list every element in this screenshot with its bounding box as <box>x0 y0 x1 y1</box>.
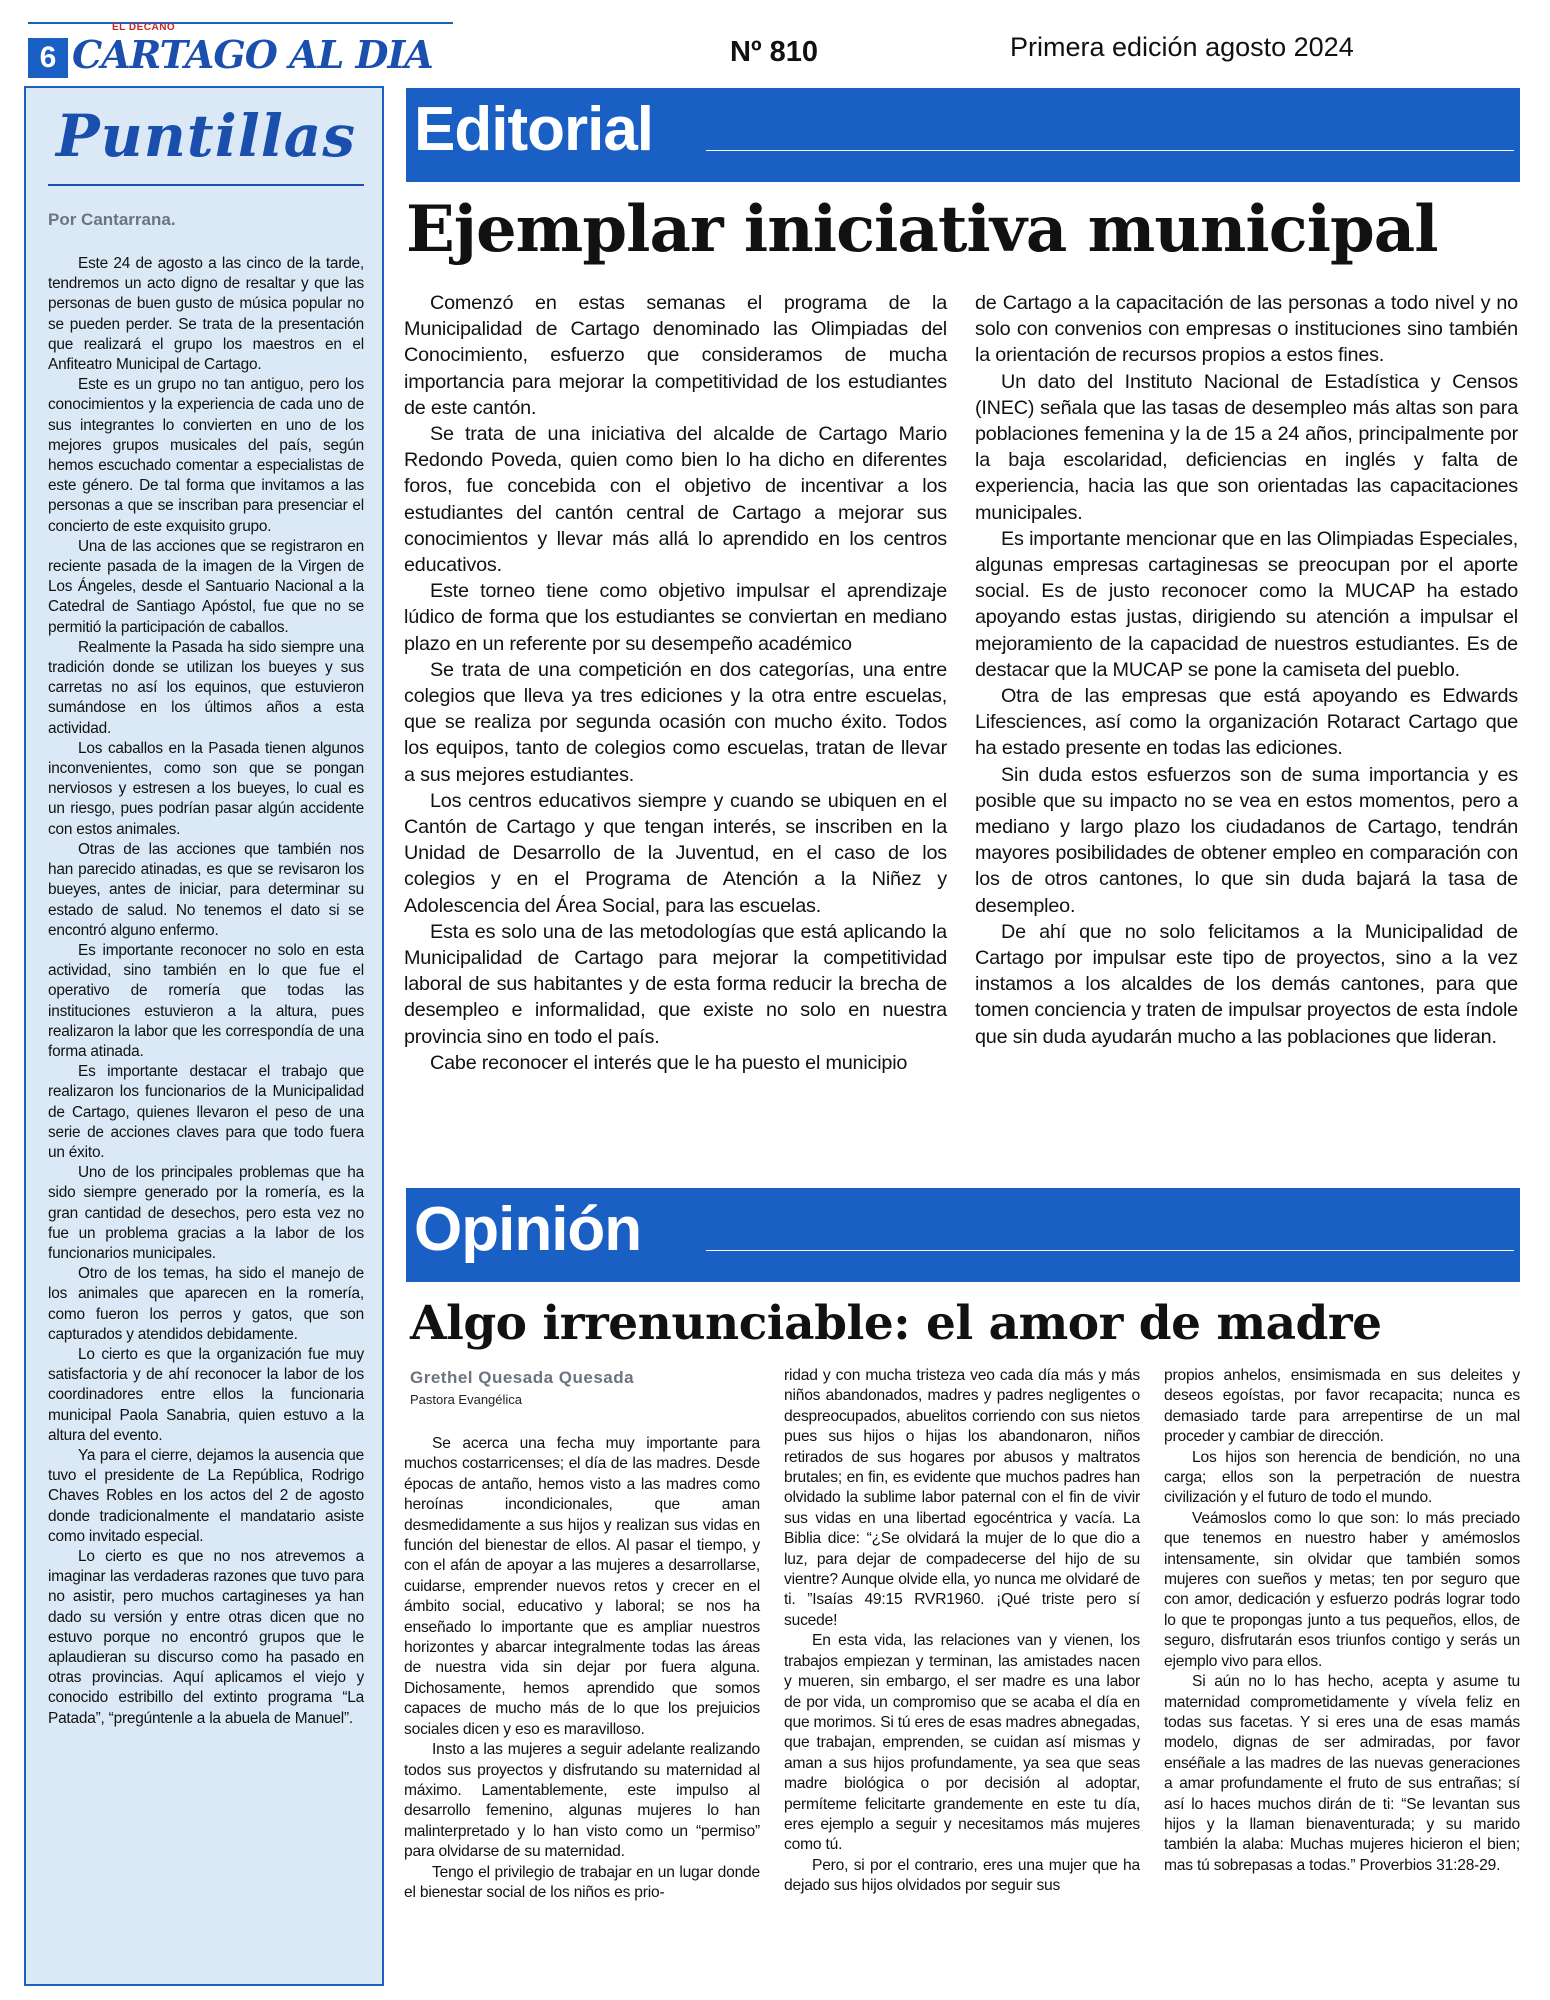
paragraph: Este es un grupo no tan antiguo, pero los conocimientos y la experiencia de cada uno de sus integrantes lo convierten en uno de los mejores grupos musicales del país, según hemos escuchado comentar a especialistas de este género. De tal forma que invitamos a las personas a que se inscriban para presenciar el concierto de este exquisito grupo. <box>48 376 364 535</box>
paragraph: Sin duda estos esfuerzos son de suma importancia y es posible que su impacto no se vea en estos momentos, pero a mediano y largo plazo los ciudadanos de Cartago, tendrán mayores posibilidades de obtener empleo en comparación con los de otros cantones, lo que sin duda bajará la tasa de desempleo. <box>975 763 1518 917</box>
logo-tagline: EL DECANO <box>112 22 176 33</box>
opinion-column-2 <box>784 1366 1140 1897</box>
paragraph: De ahí que no solo felicitamos a la Municipalidad de Cartago por impulsar este tipo de proyectos, sino a la vez instamos a los alcaldes de los demás cantones, para que tomen conciencia y traten de impulsar proyectos de esta índole que sin duda ayudarán mucho a las poblaciones que lideran. <box>975 920 1518 1048</box>
paragraph: Una de las acciones que se registraron en reciente pasada de la imagen de la Virgen de Los Ángeles, desde el Santuario Nacional a la Catedral de Santiago Apóstol, fue que no se permitió la participación de caballos. <box>48 537 364 636</box>
opinion-author: Grethel Quesada Quesada <box>410 1368 635 1387</box>
paragraph: Otro de los temas, ha sido el manejo de los animales que aparecen en la romería, como fueron los perros y gatos, que son capturados y atendidos debidamente. <box>48 1265 364 1343</box>
paragraph: Se trata de una iniciativa del alcalde de Cartago Mario Redondo Poveda, quien como bien lo ha dicho en diferentes foros, fue concebida con el objetivo de incentivar a los estudiantes del cantón central de Cartago a mejorar sus conocimientos y llevar más allá lo aprendido en los centros educativos. <box>404 423 947 577</box>
paragraph: Otra de las empresas que está apoyando es Edwards Lifesciences, así como la organización Rotaract Cartago que ha estado presente en todas las ediciones. <box>975 685 1518 760</box>
opinion-column-3 <box>1164 1366 1520 1876</box>
paragraph: Tengo el privilegio de trabajar en un lugar donde el bienestar social de los niños es prio- <box>404 1863 760 1901</box>
paragraph: Comenzó en estas semanas el programa de la Municipalidad de Cartago denominado las Olimpiadas del Conocimiento, esfuerzo que consideramos de mucha importancia para mejorar la competitividad de los estudiantes de este cantón. <box>404 292 947 419</box>
section-label-opinion: Opinión <box>414 1195 642 1264</box>
paragraph: Se acerca una fecha muy importante para muchos costarricenses; el día de las madres. Desde épocas de antaño, hemos visto a las madres como heroínas incondicionales, que aman desmedidamente a sus hijos y realizan sus vidas en función del bienestar de ellos. Al pasar el tiempo, y con el afán de apoyar a las mujeres a desarrollarse, cuidarse, emprender nuevos retos y crecer en el ámbito social, educativo y laboral; se nos ha enseñado lo importante que es ampliar nuestros horizontes y abarcar integralmente todas las áreas de nuestra vida sin dejar por fuera alguna. Dichosamente, hemos aprendido que somos capaces de mucho más de lo que los prejuicios sociales dicen y eso es maravilloso. <box>404 1435 760 1738</box>
section-label-editorial: Editorial <box>414 95 654 164</box>
paragraph: Es importante reconocer no solo en esta actividad, sino también en lo que fue el operativo de romería que todas las instituciones estuvieron a la altura, pues realizaron la labor que les correspondía de una forma atinada. <box>48 941 364 1060</box>
editorial-headline: Ejemplar iniciativa municipal <box>406 192 1438 267</box>
section-bar-line <box>706 150 1514 151</box>
opinion-section-bar <box>406 1188 1520 1282</box>
paragraph: Uno de los principales problemas que ha sido siempre generado por la romería, es la gran cantidad de desechos, pero esta vez no fue un problema gracias a la labor de los funcionarios municipales. <box>48 1164 364 1262</box>
paragraph: Veámoslos como lo que son: lo más preciado que tenemos en nuestro haber y amémoslos intensamente, sin olvidar que también somos mujeres con sueños y metas; ten por seguro que con amor, dedicación y esfuerzo podrás lograr todo lo que te propongas junto a tus pequeños, ellos, de seguro, disfrutarán esos triunfos contigo y serás un ejemplo vivo para ellos. <box>1164 1509 1520 1670</box>
paragraph: En esta vida, las relaciones van y vienen, los trabajos empiezan y terminan, las amistades nacen y mueren, sin embargo, el ser madre es una labor de por vida, un compromiso que se acaba el día en que morimos. Si tú eres de esas madres abnegadas, que trabajan, emprenden, se cuidan así mismas y aman a sus hijos profundamente, ya sea que seas madre biológica o por decisión al adoptar, permíteme felicitarte grandemente en este tu día, eres ejemplo a seguir y necesitamos más mujeres como tú. <box>784 1632 1140 1854</box>
editorial-column-1 <box>404 290 947 1076</box>
puntillas-sidebar <box>24 86 384 1986</box>
paragraph: Este 24 de agosto a las cinco de la tarde, tendremos un acto digno de resaltar y que las personas de buen gusto de música popular no se pueden perder. Se trata de la presentación que realizará el grupo los maestros en el Anfiteatro Municipal de Cartago. <box>48 255 364 374</box>
logo-name: CARTAGO AL DIA <box>72 32 433 77</box>
opinion-column-1 <box>404 1434 760 1903</box>
paragraph-continued: ridad y con mucha tristeza veo cada día más y más niños abandonados, madres y padres negligentes o despreocupados, abuelitos corriendo con sus nietos pues sus hijos o hijas los abandonaron, niños retirados de sus hogares por abusos y maltratos brutales; en fin, es evidente que muchos padres han olvidado la sublime labor paternal con el fin de vivir sus vidas en una libertad egocéntrica y vacía. La Biblia dice: “¿Se olvidará la mujer de lo que dio a luz, para dejar de compadecerse del hijo de su vientre? Aunque olvide ella, yo nunca me olvidaré de ti. ”Isaías 49:15 RVR1960. ¡Qué triste pero sí sucede! <box>784 1367 1140 1629</box>
paragraph: Este torneo tiene como objetivo impulsar el aprendizaje lúdico de forma que los estudiantes se conviertan en mediano plazo en un referente por su desempeño académico <box>404 580 947 655</box>
paragraph: Ya para el cierre, dejamos la ausencia que tuvo el presidente de La República, Rodrigo Chaves Robles en los actos del 2 de agosto donde tradicionalmente el mandatario asiste como invitado especial. <box>48 1446 364 1545</box>
edition-number: Nº 810 <box>730 36 818 68</box>
paragraph: Los centros educativos siempre y cuando se ubiquen en el Cantón de Cartago y que tengan interés, se inscriben en la Unidad de Desarrollo de la Juventud, en el caso de los colegios y en el Programa de Atención a la Niñez y Adolescencia del Área Social, para las escuelas. <box>404 789 947 917</box>
sidebar-byline: Por Cantarrana. <box>48 210 176 229</box>
paragraph: Otras de las acciones que también nos han parecido atinadas, es que se revisaron los bueyes, antes de iniciar, para determinar su estado de salud. No tenemos el dato si se encontró alguno enfermo. <box>48 840 364 939</box>
paragraph-continued: de Cartago a la capacitación de las personas a todo nivel y no solo con convenios con empresas o instituciones sino también la orientación de recursos propios a estos fines. <box>975 292 1518 367</box>
editorial-column-2 <box>975 290 1518 1050</box>
paragraph: Se trata de una competición en dos categorías, una entre colegios que lleva ya tres ediciones y la otra entre escuelas, que se realiza por segunda ocasión con mucho éxito. Todos los equipos, tanto de colegios como escuelas, tratan de llevar a sus mejores estudiantes. <box>404 658 947 786</box>
sidebar-title-rule <box>48 184 364 186</box>
sidebar-body <box>48 254 364 1729</box>
paragraph: Insto a las mujeres a seguir adelante realizando todos sus proyectos y disfrutando su maternidad al máximo. Lamentablemente, este impulso al desarrollo femenino, algunas mujeres lo han malinterpretado y lo han visto como un “permiso” para olvidarse de su maternidad. <box>404 1741 760 1861</box>
paragraph: Es importante destacar el trabajo que realizaron los funcionarios de la Municipalidad de Cartago, quienes llevaron el peso de una serie de acciones claves para que todo fuera un éxito. <box>48 1063 364 1161</box>
paragraph: Esta es solo una de las metodologías que está aplicando la Municipalidad de Cartago para mejorar la competitividad laboral de sus habitantes y de esta forma reducir la brecha de desempleo e informalidad, que existe no solo en nuestra provincia sino en todo el país. <box>404 920 947 1048</box>
paragraph-continued: propios anhelos, ensimismada en sus deleites y deseos egoístas, por favor recapacita; nunca es demasiado tarde para arrepentirse de un mal proceder y cambiar de dirección. <box>1164 1367 1520 1446</box>
newspaper-logo <box>72 22 433 77</box>
editorial-section-bar <box>406 88 1520 182</box>
paragraph: Pero, si por el contrario, eres una mujer que ha dejado sus hijos olvidados por seguir sus <box>784 1856 1140 1895</box>
paragraph: Es importante mencionar que en las Olimpiadas Especiales, algunas empresas cartaginesas se preocupan por el aporte social. Es de justo reconocer como la MUCAP ha estado apoyando estas justas, dirigiendo su atención a impulsar el mejoramiento de la capacidad de nuestros estudiantes. Es de destacar que la MUCAP se pone la camiseta del pueblo. <box>975 527 1518 681</box>
edition-date: Primera edición agosto 2024 <box>1010 32 1354 62</box>
sidebar-title: Puntillas <box>55 102 357 170</box>
opinion-author-role: Pastora Evangélica <box>410 1392 523 1407</box>
paragraph: Lo cierto es que no nos atrevemos a imaginar las verdaderas razones que tuvo para no asistir, pero muchos cartagineses ya han dado su versión y entre otras dicen que no estuvo porque no encontró grupos que le aplaudieran su discurso como ha pasado en otras provincias. Aquí aplicamos el viejo y conocido estribillo del extinto programa “La Patada”, “pregúntenle a la abuela de Manuel”. <box>48 1548 364 1727</box>
paragraph: Cabe reconocer el interés que le ha puesto el municipio <box>430 1051 908 1074</box>
paragraph: Si aún no lo has hecho, acepta y asume tu maternidad comprometidamente y vívela feliz en todas sus facetas. Y si eres una de esas mamás modelo, dignas de ser admiradas, por favor enséñale a las madres de las nuevas generaciones a amar profundamente el fruto de sus entrañas; sí así lo haces muchos dirán de ti: “Se levantan sus hijos y la llaman bienaventurada; y su marido también la alaba: Muchas mujeres hicieron el bien; mas tú sobrepasas a todas.” Proverbios 31:28-29. <box>1164 1673 1520 1874</box>
section-bar-line <box>706 1250 1514 1251</box>
paragraph: Realmente la Pasada ha sido siempre una tradición donde se utilizan los bueyes y sus carretas no así los equinos, que estuvieron sumándose en los últimos años a esta actividad. <box>48 638 364 737</box>
page-number: 6 <box>28 38 68 78</box>
paragraph: Lo cierto es que la organización fue muy satisfactoria y de ahí reconocer la labor de los coordinadores entre ellos la funcionaria municipal Paola Sanabria, quien estuvo a la altura del evento. <box>48 1345 364 1444</box>
paragraph: Un dato del Instituto Nacional de Estadística y Censos (INEC) señala que las tasas de desempleo más altas son para poblaciones femenina y la de 15 a 24 años, principalmente por la baja escolaridad, deficiencias en inglés y falta de experiencia, hacia las que son orientadas las capacitaciones municipales. <box>975 370 1518 524</box>
paragraph: Los caballos en la Pasada tienen algunos inconvenientes, como son que se pongan nerviosos y estresen a los bueyes, lo cual es un riesgo, pues podrían pasar algún accidente con estos animales. <box>48 739 364 838</box>
paragraph: Los hijos son herencia de bendición, no una carga; ellos son la perpetración de nuestra civilización y el futuro de todo el mundo. <box>1164 1448 1520 1507</box>
opinion-headline: Algo irrenunciable: el amor de madre <box>410 1296 1382 1351</box>
